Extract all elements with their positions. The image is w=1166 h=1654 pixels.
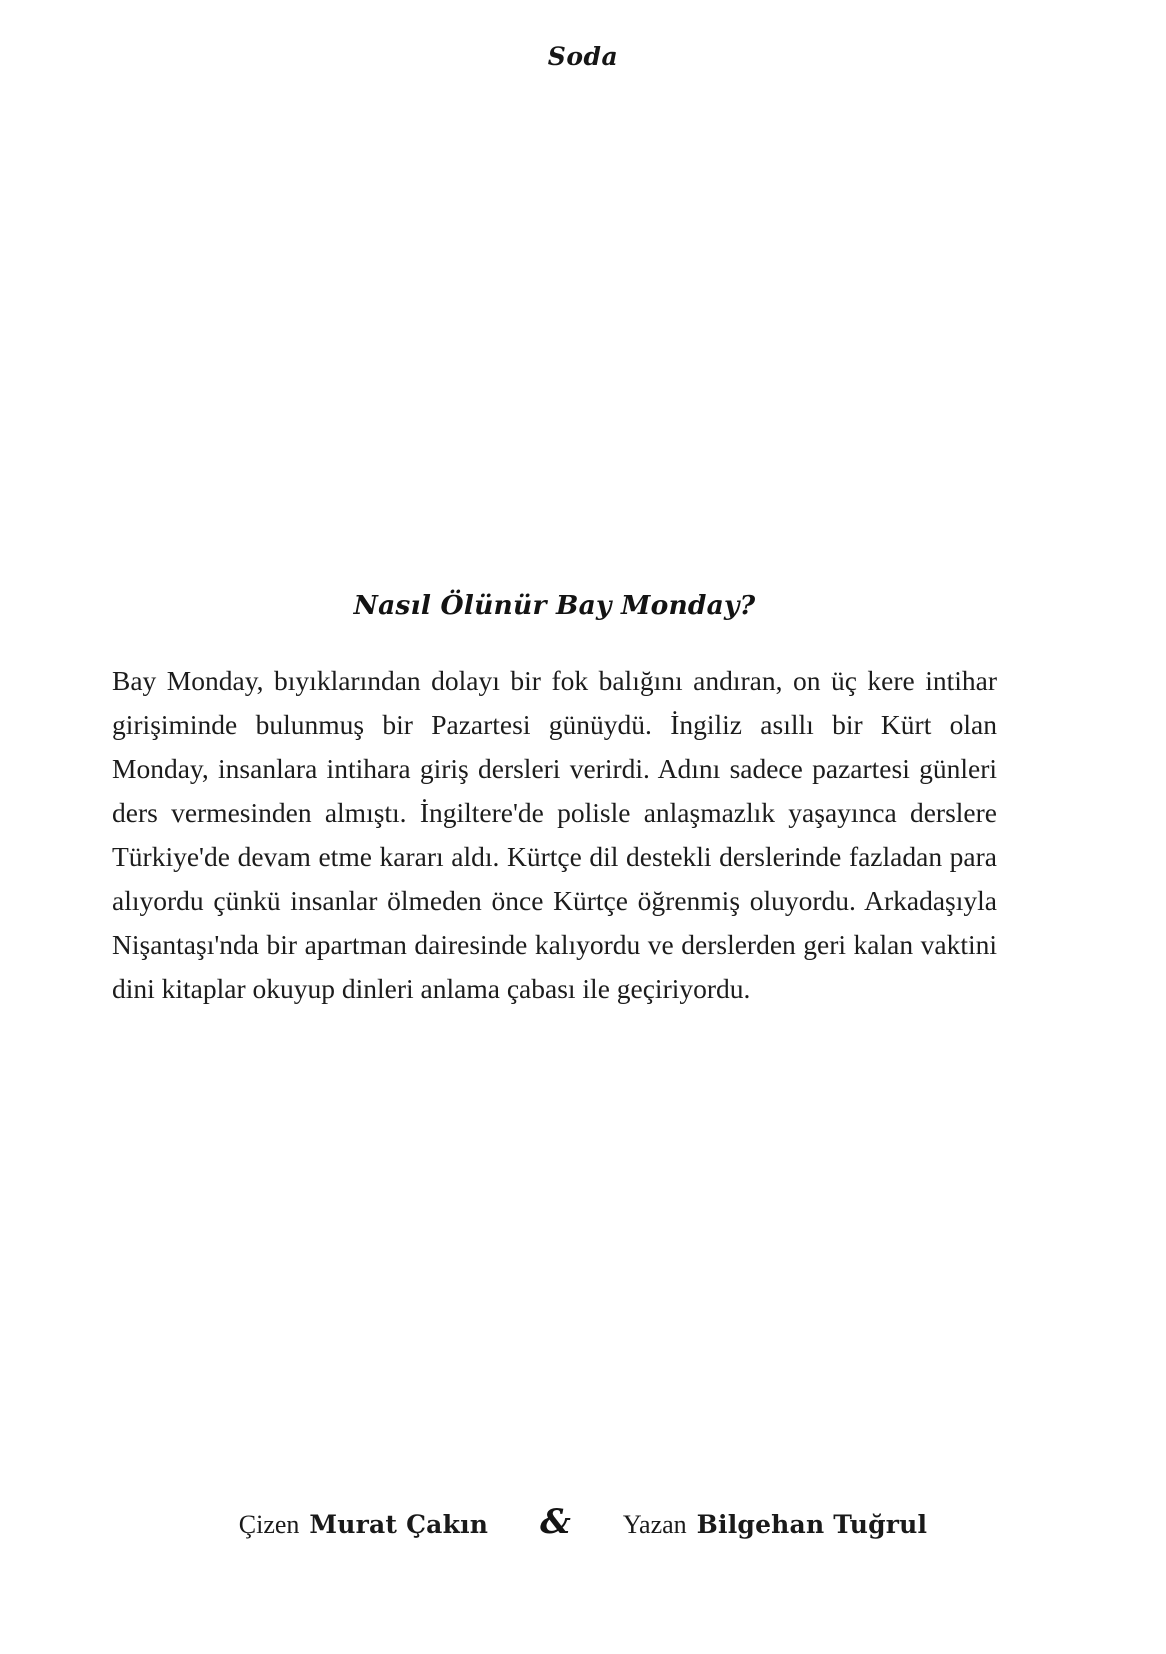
story-block [112, 590, 997, 1011]
illustrator-credit [239, 1510, 488, 1540]
story-title: Nasıl Ölünür Bay Monday? [353, 590, 756, 621]
story-body-text: Bay Monday, bıyıklarından dolayı bir fok balığını andıran, on üç kere intihar girişiminde bulunmuş bir Pazartesi günüydü. İngiliz asıllı bir Kürt olan Monday, insanlara intihara giriş dersleri verirdi. Adını sadece pazartesi günleri ders vermesinden almıştı. İngiltere'de polisle anlaşmazlık yaşayınca derslere Türkiye'de devam etme kararı aldı. Kürtçe dil destekli derslerinde fazladan para alıyordu çünkü insanlar ölmeden önce Kürtçe öğrenmiş oluyordu. Arkadaşıyla Nişantaşı'nda bir apartman dairesinde kalıyordu ve derslerden geri kalan vaktini dini kitaplar okuyup dinleri anlama çabası ile geçiriyordu. [112, 665, 997, 1004]
magazine-brand-title: Soda [547, 42, 619, 71]
credits-separator-ampersand: & [540, 1502, 571, 1542]
masthead [0, 42, 1166, 71]
author-credit [623, 1510, 927, 1540]
author-role-label: Yazan [622, 1510, 687, 1539]
author-name: Bilgehan Tuğrul [696, 1510, 928, 1539]
credits-footer [0, 1502, 1166, 1542]
illustrator-name: Murat Çakın [309, 1510, 489, 1539]
illustrator-role-label: Çizen [238, 1510, 300, 1539]
